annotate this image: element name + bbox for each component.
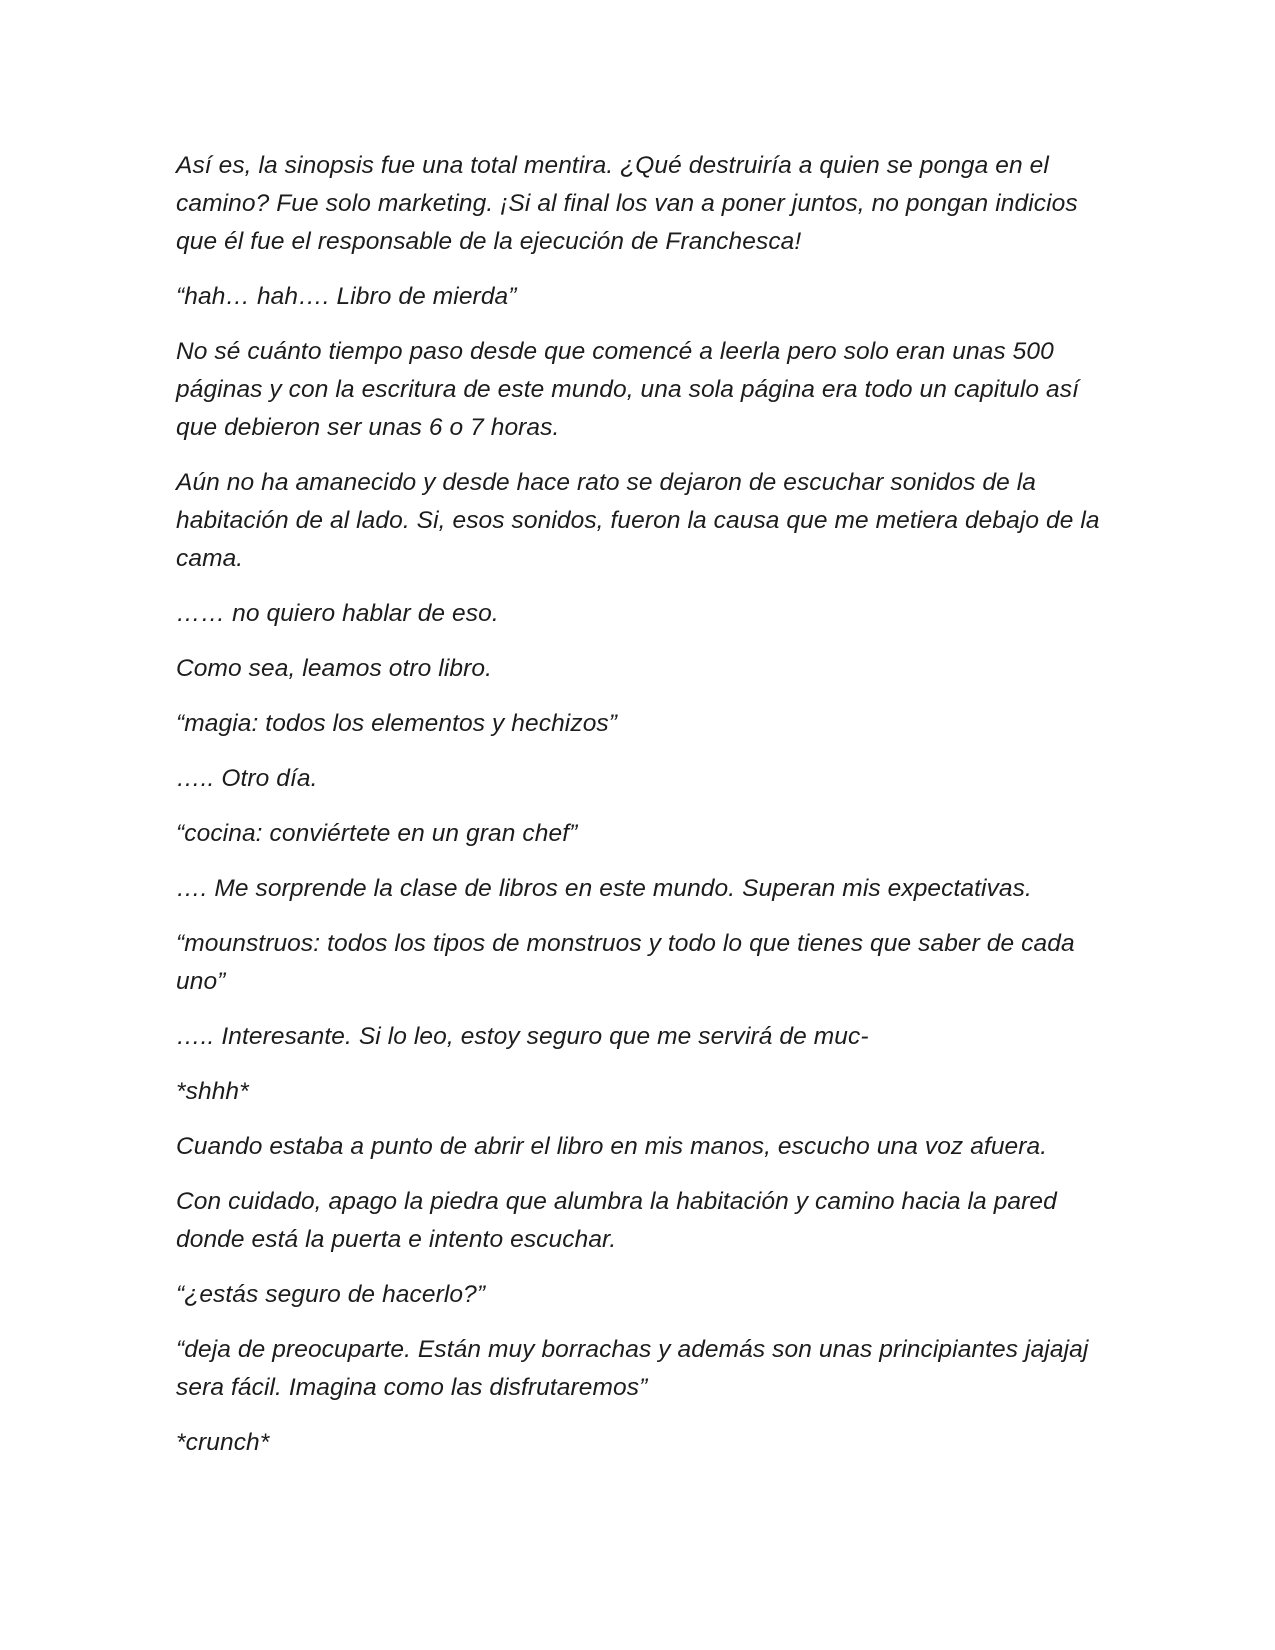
paragraph: “deja de preocuparte. Están muy borrachas y además son unas principiantes jajajaj sera fácil. Imagina como las disfrutaremos” bbox=[176, 1336, 1089, 1401]
document-body bbox=[176, 147, 1106, 1479]
paragraph: “hah… hah…. Libro de mierda” bbox=[176, 283, 517, 310]
paragraph: “magia: todos los elementos y hechizos” bbox=[176, 710, 618, 737]
paragraph: Con cuidado, apago la piedra que alumbra la habitación y camino hacia la pared donde está la puerta e intento escuchar. bbox=[176, 1188, 1057, 1253]
paragraph: Como sea, leamos otro libro. bbox=[176, 655, 492, 682]
paragraph: No sé cuánto tiempo paso desde que comencé a leerla pero solo eran unas 500 páginas y con la escritura de este mundo, una sola página era todo un capitulo así que debieron ser unas 6 o 7 horas. bbox=[176, 338, 1080, 441]
paragraph: “mounstruos: todos los tipos de monstruos y todo lo que tienes que saber de cada uno” bbox=[176, 930, 1075, 995]
paragraph: “cocina: conviértete en un gran chef” bbox=[176, 820, 578, 847]
paragraph: *crunch* bbox=[176, 1429, 270, 1456]
paragraph: *shhh* bbox=[176, 1078, 249, 1105]
paragraph: Así es, la sinopsis fue una total mentira. ¿Qué destruiría a quien se ponga en el camino? Fue solo marketing. ¡Si al final los van a poner juntos, no pongan indicios que él fue el responsable de la ejecución de Franchesca! bbox=[176, 152, 1078, 255]
paragraph: “¿estás seguro de hacerlo?” bbox=[176, 1281, 486, 1308]
paragraph: ….. Otro día. bbox=[176, 765, 318, 792]
paragraph: …… no quiero hablar de eso. bbox=[176, 600, 499, 627]
paragraph: …. Me sorprende la clase de libros en este mundo. Superan mis expectativas. bbox=[176, 875, 1032, 902]
paragraph: Cuando estaba a punto de abrir el libro en mis manos, escucho una voz afuera. bbox=[176, 1133, 1048, 1160]
paragraph: ….. Interesante. Si lo leo, estoy seguro que me servirá de muc- bbox=[176, 1023, 869, 1050]
paragraph: Aún no ha amanecido y desde hace rato se dejaron de escuchar sonidos de la habitación de al lado. Si, esos sonidos, fueron la causa que me metiera debajo de la cama. bbox=[176, 469, 1100, 572]
